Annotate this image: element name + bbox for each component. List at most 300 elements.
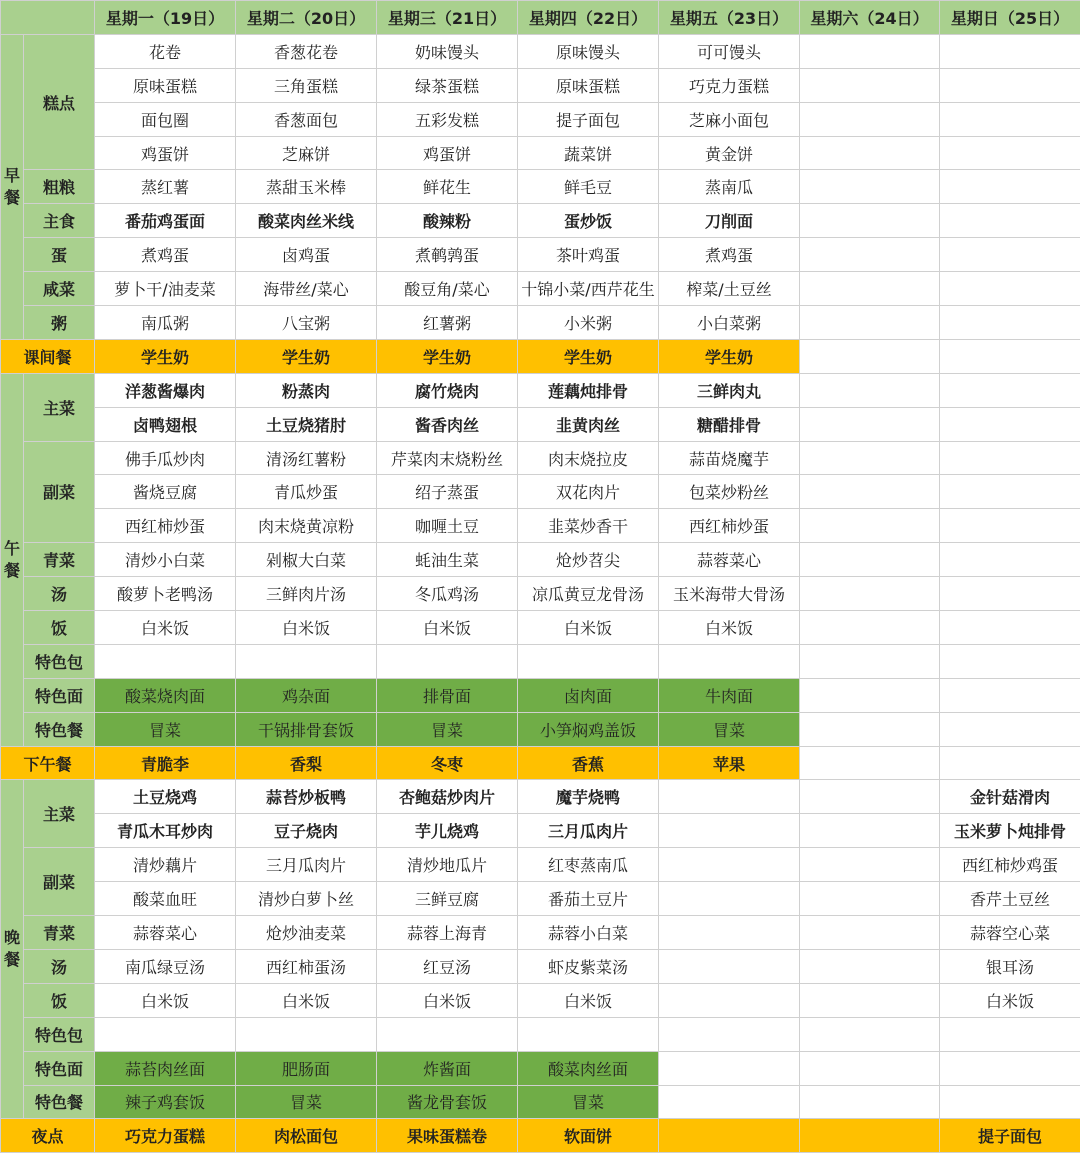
menu-cell: 海带丝/菜心: [236, 272, 377, 306]
menu-cell: 三鲜豆腐: [377, 882, 518, 916]
table-row: [1, 882, 1080, 916]
table-row: [1, 407, 1080, 441]
menu-cell: 土豆烧鸡: [95, 780, 236, 814]
menu-cell: 酸豆角/菜心: [377, 272, 518, 306]
menu-cell: [800, 712, 940, 746]
menu-cell: 炸酱面: [377, 1051, 518, 1085]
table-row: [1, 543, 1080, 577]
menu-cell: 包菜炒粉丝: [659, 475, 800, 509]
menu-cell: 鸡蛋饼: [95, 136, 236, 170]
menu-cell: 白米饭: [377, 611, 518, 645]
menu-cell: [940, 407, 1080, 441]
menu-cell: [800, 204, 940, 238]
day-header: 星期二（20日）: [236, 1, 377, 35]
table-row: [1, 373, 1080, 407]
menu-cell: [659, 1017, 800, 1051]
menu-cell: [940, 373, 1080, 407]
menu-cell: 学生奶: [236, 339, 377, 373]
menu-cell: 炝炒油麦菜: [236, 916, 377, 950]
menu-cell: 蒜蓉菜心: [659, 543, 800, 577]
menu-cell: 红枣蒸南瓜: [518, 848, 659, 882]
menu-cell: 莲藕炖排骨: [518, 373, 659, 407]
menu-cell: [800, 543, 940, 577]
menu-cell: [940, 1017, 1080, 1051]
menu-cell: 干锅排骨套饭: [236, 712, 377, 746]
menu-cell: [659, 983, 800, 1017]
menu-cell: 鸡杂面: [236, 678, 377, 712]
category-label: 主菜: [24, 373, 95, 441]
menu-cell: [940, 441, 1080, 475]
menu-cell: 学生奶: [377, 339, 518, 373]
menu-cell: 黄金饼: [659, 136, 800, 170]
menu-cell: 腐竹烧肉: [377, 373, 518, 407]
menu-cell: 咖喱土豆: [377, 509, 518, 543]
menu-cell: 蒸甜玉米棒: [236, 170, 377, 204]
table-row-afternoon: [1, 746, 1080, 780]
category-label: 青菜: [24, 916, 95, 950]
meal-label-breakfast: [1, 34, 24, 339]
menu-cell: 冒菜: [377, 712, 518, 746]
table-row-snack_break: [1, 339, 1080, 373]
table-row: [1, 136, 1080, 170]
menu-cell: 白米饭: [236, 983, 377, 1017]
meal-label-lunch: [1, 373, 24, 746]
menu-cell: [940, 712, 1080, 746]
menu-cell: [940, 1051, 1080, 1085]
category-label: 特色餐: [24, 1085, 95, 1119]
category-label: 饭: [24, 611, 95, 645]
menu-cell: 冬瓜鸡汤: [377, 577, 518, 611]
menu-cell: [377, 644, 518, 678]
menu-cell: 酸菜肉丝面: [518, 1051, 659, 1085]
menu-cell: 芝麻小面包: [659, 102, 800, 136]
day-header: 星期四（22日）: [518, 1, 659, 35]
menu-cell: [236, 644, 377, 678]
category-label: 特色餐: [24, 712, 95, 746]
meal-label-text: 早餐: [3, 165, 20, 207]
table-row: [1, 780, 1080, 814]
menu-cell: 芹菜肉末烧粉丝: [377, 441, 518, 475]
table-row: [1, 34, 1080, 68]
menu-cell: 排骨面: [377, 678, 518, 712]
menu-cell: 苹果: [659, 746, 800, 780]
menu-cell: 三鲜肉丸: [659, 373, 800, 407]
category-label: 蛋: [24, 238, 95, 272]
menu-cell: 芋儿烧鸡: [377, 814, 518, 848]
menu-cell: 面包圈: [95, 102, 236, 136]
menu-cell: 学生奶: [95, 339, 236, 373]
menu-cell: 蒜蓉小白菜: [518, 916, 659, 950]
menu-cell: 软面饼: [518, 1119, 659, 1153]
menu-cell: 奶味馒头: [377, 34, 518, 68]
menu-cell: 青瓜木耳炒肉: [95, 814, 236, 848]
table-row: [1, 102, 1080, 136]
menu-cell: [940, 170, 1080, 204]
menu-cell: 清炒藕片: [95, 848, 236, 882]
menu-cell: [800, 577, 940, 611]
menu-cell: 蒜苗烧魔芋: [659, 441, 800, 475]
menu-cell: [940, 746, 1080, 780]
menu-cell: 南瓜粥: [95, 306, 236, 340]
menu-cell: 学生奶: [659, 339, 800, 373]
menu-cell: 酱烧豆腐: [95, 475, 236, 509]
menu-cell: 萝卜干/油麦菜: [95, 272, 236, 306]
menu-cell: [800, 238, 940, 272]
menu-cell: 银耳汤: [940, 949, 1080, 983]
menu-cell: [800, 34, 940, 68]
menu-cell: [800, 1051, 940, 1085]
menu-cell: 酸辣粉: [377, 204, 518, 238]
menu-cell: [800, 848, 940, 882]
menu-cell: 可可馒头: [659, 34, 800, 68]
table-row: [1, 306, 1080, 340]
menu-cell: 煮鸡蛋: [95, 238, 236, 272]
menu-cell: 金针菇滑肉: [940, 780, 1080, 814]
category-label: 特色包: [24, 1017, 95, 1051]
menu-cell: 蒜蓉空心菜: [940, 916, 1080, 950]
menu-cell: 巧克力蛋糕: [659, 68, 800, 102]
menu-cell: 榨菜/土豆丝: [659, 272, 800, 306]
menu-cell: [940, 306, 1080, 340]
menu-cell: [940, 272, 1080, 306]
menu-cell: 蒜蓉菜心: [95, 916, 236, 950]
menu-cell: 鲜毛豆: [518, 170, 659, 204]
menu-cell: 酱香肉丝: [377, 407, 518, 441]
menu-cell: 玉米萝卜炖排骨: [940, 814, 1080, 848]
category-label: 副菜: [24, 848, 95, 916]
category-label: 糕点: [24, 34, 95, 170]
menu-cell: [659, 644, 800, 678]
menu-cell: 三角蛋糕: [236, 68, 377, 102]
menu-cell: 酸萝卜老鸭汤: [95, 577, 236, 611]
day-header: 星期日（25日）: [940, 1, 1080, 35]
menu-cell: 白米饭: [236, 611, 377, 645]
menu-cell: 卤鸭翅根: [95, 407, 236, 441]
menu-cell: 清炒白萝卜丝: [236, 882, 377, 916]
table-row: [1, 1051, 1080, 1085]
menu-cell: 冒菜: [95, 712, 236, 746]
menu-cell: 白米饭: [518, 611, 659, 645]
menu-cell: 煮鹌鹑蛋: [377, 238, 518, 272]
menu-cell: 豆子烧肉: [236, 814, 377, 848]
menu-cell: 清炒小白菜: [95, 543, 236, 577]
table-row: [1, 848, 1080, 882]
table-row: [1, 611, 1080, 645]
menu-cell: 魔芋烧鸭: [518, 780, 659, 814]
menu-cell: 香芹土豆丝: [940, 882, 1080, 916]
menu-cell: 冒菜: [236, 1085, 377, 1119]
table-row: [1, 916, 1080, 950]
category-label: 主食: [24, 204, 95, 238]
menu-cell: 糖醋排骨: [659, 407, 800, 441]
menu-cell: [800, 306, 940, 340]
menu-cell: [940, 204, 1080, 238]
menu-cell: 西红柿炒蛋: [95, 509, 236, 543]
meal-label-snack_break: 课间餐: [1, 339, 95, 373]
menu-cell: 小米粥: [518, 306, 659, 340]
menu-cell: 蔬菜饼: [518, 136, 659, 170]
meal-label-night: 夜点: [1, 1119, 95, 1153]
menu-cell: [940, 543, 1080, 577]
menu-cell: 鸡蛋饼: [377, 136, 518, 170]
menu-cell: [800, 644, 940, 678]
menu-cell: [800, 373, 940, 407]
menu-cell: [940, 68, 1080, 102]
day-header: 星期三（21日）: [377, 1, 518, 35]
menu-cell: [940, 238, 1080, 272]
category-label: 副菜: [24, 441, 95, 543]
menu-cell: 绍子蒸蛋: [377, 475, 518, 509]
menu-cell: 卤肉面: [518, 678, 659, 712]
menu-cell: 蒜苔肉丝面: [95, 1051, 236, 1085]
menu-cell: [659, 916, 800, 950]
menu-cell: 香梨: [236, 746, 377, 780]
menu-cell: [659, 1119, 800, 1153]
menu-cell: [800, 916, 940, 950]
menu-cell: 刀削面: [659, 204, 800, 238]
menu-cell: [940, 509, 1080, 543]
header-corner: [1, 1, 95, 35]
menu-cell: 原味蛋糕: [95, 68, 236, 102]
menu-cell: 巧克力蛋糕: [95, 1119, 236, 1153]
menu-cell: [940, 577, 1080, 611]
menu-cell: 煮鸡蛋: [659, 238, 800, 272]
menu-cell: 白米饭: [940, 983, 1080, 1017]
menu-cell: [95, 644, 236, 678]
menu-cell: 韭黄肉丝: [518, 407, 659, 441]
menu-cell: 原味蛋糕: [518, 68, 659, 102]
menu-cell: 冒菜: [659, 712, 800, 746]
menu-cell: 剁椒大白菜: [236, 543, 377, 577]
menu-cell: 酸菜烧肉面: [95, 678, 236, 712]
menu-cell: 双花肉片: [518, 475, 659, 509]
table-row: [1, 475, 1080, 509]
menu-cell: 炝炒苕尖: [518, 543, 659, 577]
menu-cell: 冒菜: [518, 1085, 659, 1119]
menu-cell: 蛋炒饭: [518, 204, 659, 238]
menu-cell: 十锦小菜/西芹花生: [518, 272, 659, 306]
menu-cell: [800, 136, 940, 170]
menu-cell: 杏鲍菇炒肉片: [377, 780, 518, 814]
menu-cell: 白米饭: [518, 983, 659, 1017]
menu-cell: 冬枣: [377, 746, 518, 780]
menu-cell: [659, 780, 800, 814]
menu-cell: [800, 509, 940, 543]
menu-cell: 八宝粥: [236, 306, 377, 340]
menu-cell: 三鲜肉片汤: [236, 577, 377, 611]
menu-cell: 肉末烧拉皮: [518, 441, 659, 475]
menu-cell: [800, 949, 940, 983]
menu-cell: [800, 1085, 940, 1119]
table-row: [1, 170, 1080, 204]
table-row: [1, 644, 1080, 678]
menu-cell: 酸菜肉丝米线: [236, 204, 377, 238]
menu-cell: 原味馒头: [518, 34, 659, 68]
menu-cell: [659, 949, 800, 983]
table-row: [1, 814, 1080, 848]
table-row: [1, 712, 1080, 746]
menu-cell: 西红柿炒蛋: [659, 509, 800, 543]
menu-cell: [940, 611, 1080, 645]
menu-cell: [800, 814, 940, 848]
category-label: 特色面: [24, 678, 95, 712]
table-row: [1, 678, 1080, 712]
menu-cell: [659, 1085, 800, 1119]
category-label: 特色面: [24, 1051, 95, 1085]
menu-cell: [940, 136, 1080, 170]
header-row: [1, 1, 1080, 35]
table-row: [1, 949, 1080, 983]
category-label: 汤: [24, 949, 95, 983]
menu-cell: 提子面包: [940, 1119, 1080, 1153]
table-row: [1, 68, 1080, 102]
menu-cell: [377, 1017, 518, 1051]
menu-cell: 绿茶蛋糕: [377, 68, 518, 102]
table-row: [1, 983, 1080, 1017]
menu-cell: 南瓜绿豆汤: [95, 949, 236, 983]
menu-cell: [940, 1085, 1080, 1119]
day-header: 星期五（23日）: [659, 1, 800, 35]
menu-cell: 虾皮紫菜汤: [518, 949, 659, 983]
menu-cell: 牛肉面: [659, 678, 800, 712]
menu-cell: 茶叶鸡蛋: [518, 238, 659, 272]
table-row: [1, 1085, 1080, 1119]
menu-cell: [800, 272, 940, 306]
table-row: [1, 577, 1080, 611]
menu-cell: [800, 780, 940, 814]
category-label: 主菜: [24, 780, 95, 848]
menu-cell: 肥肠面: [236, 1051, 377, 1085]
menu-cell: 小白菜粥: [659, 306, 800, 340]
menu-cell: [940, 678, 1080, 712]
category-label: 特色包: [24, 644, 95, 678]
menu-cell: [659, 1051, 800, 1085]
category-label: 粥: [24, 306, 95, 340]
menu-cell: 酱龙骨套饭: [377, 1085, 518, 1119]
menu-cell: 青脆李: [95, 746, 236, 780]
menu-cell: 果味蛋糕卷: [377, 1119, 518, 1153]
table-row: [1, 441, 1080, 475]
menu-cell: 蒸南瓜: [659, 170, 800, 204]
menu-cell: [940, 34, 1080, 68]
menu-cell: 番茄土豆片: [518, 882, 659, 916]
menu-cell: [800, 1017, 940, 1051]
menu-cell: 番茄鸡蛋面: [95, 204, 236, 238]
menu-cell: 五彩发糕: [377, 102, 518, 136]
category-label: 饭: [24, 983, 95, 1017]
menu-cell: 佛手瓜炒肉: [95, 441, 236, 475]
meal-label-text: 午餐: [3, 538, 20, 580]
menu-cell: 清炒地瓜片: [377, 848, 518, 882]
menu-cell: [800, 441, 940, 475]
menu-cell: 香葱花卷: [236, 34, 377, 68]
meal-label-afternoon: 下午餐: [1, 746, 95, 780]
menu-cell: [800, 339, 940, 373]
menu-cell: 土豆烧猪肘: [236, 407, 377, 441]
menu-cell: 韭菜炒香干: [518, 509, 659, 543]
menu-cell: 蚝油生菜: [377, 543, 518, 577]
menu-cell: 白米饭: [377, 983, 518, 1017]
menu-cell: 学生奶: [518, 339, 659, 373]
category-label: 粗粮: [24, 170, 95, 204]
menu-cell: 小笋焖鸡盖饭: [518, 712, 659, 746]
menu-cell: 三月瓜肉片: [236, 848, 377, 882]
menu-cell: 卤鸡蛋: [236, 238, 377, 272]
menu-cell: [800, 746, 940, 780]
menu-cell: 青瓜炒蛋: [236, 475, 377, 509]
menu-cell: [800, 102, 940, 136]
menu-cell: 提子面包: [518, 102, 659, 136]
menu-cell: 酸菜血旺: [95, 882, 236, 916]
menu-cell: 三月瓜肉片: [518, 814, 659, 848]
menu-cell: [800, 475, 940, 509]
meal-label-dinner: [1, 780, 24, 1119]
menu-cell: 蒸红薯: [95, 170, 236, 204]
menu-cell: 芝麻饼: [236, 136, 377, 170]
menu-cell: 粉蒸肉: [236, 373, 377, 407]
menu-cell: 西红柿蛋汤: [236, 949, 377, 983]
menu-cell: [940, 475, 1080, 509]
table-row-night: [1, 1119, 1080, 1153]
table-row: [1, 1017, 1080, 1051]
menu-cell: [518, 1017, 659, 1051]
menu-cell: [95, 1017, 236, 1051]
menu-cell: [659, 882, 800, 916]
menu-cell: [800, 983, 940, 1017]
menu-cell: 白米饭: [95, 983, 236, 1017]
menu-cell: [800, 170, 940, 204]
menu-cell: 清汤红薯粉: [236, 441, 377, 475]
menu-cell: [236, 1017, 377, 1051]
menu-cell: [659, 848, 800, 882]
table-row: [1, 509, 1080, 543]
menu-cell: 肉松面包: [236, 1119, 377, 1153]
menu-cell: [800, 678, 940, 712]
menu-cell: 红豆汤: [377, 949, 518, 983]
menu-cell: 白米饭: [659, 611, 800, 645]
menu-cell: 白米饭: [95, 611, 236, 645]
menu-cell: 西红柿炒鸡蛋: [940, 848, 1080, 882]
menu-cell: [800, 68, 940, 102]
menu-cell: [800, 1119, 940, 1153]
menu-cell: 辣子鸡套饭: [95, 1085, 236, 1119]
category-label: 青菜: [24, 543, 95, 577]
table-row: [1, 238, 1080, 272]
menu-cell: 玉米海带大骨汤: [659, 577, 800, 611]
menu-cell: [940, 644, 1080, 678]
category-label: 咸菜: [24, 272, 95, 306]
menu-cell: [659, 814, 800, 848]
menu-cell: [800, 407, 940, 441]
menu-cell: 花卷: [95, 34, 236, 68]
menu-cell: 蒜蓉上海青: [377, 916, 518, 950]
menu-cell: 洋葱酱爆肉: [95, 373, 236, 407]
menu-cell: 香葱面包: [236, 102, 377, 136]
table-row: [1, 272, 1080, 306]
menu-cell: 蒜苔炒板鸭: [236, 780, 377, 814]
menu-cell: [940, 102, 1080, 136]
menu-cell: 红薯粥: [377, 306, 518, 340]
menu-cell: [518, 644, 659, 678]
menu-cell: 肉末烧黄凉粉: [236, 509, 377, 543]
day-header: 星期六（24日）: [800, 1, 940, 35]
day-header: 星期一（19日）: [95, 1, 236, 35]
menu-cell: 鲜花生: [377, 170, 518, 204]
meal-label-text: 晚餐: [3, 928, 20, 970]
menu-cell: [800, 882, 940, 916]
menu-cell: [800, 611, 940, 645]
menu-cell: 凉瓜黄豆龙骨汤: [518, 577, 659, 611]
